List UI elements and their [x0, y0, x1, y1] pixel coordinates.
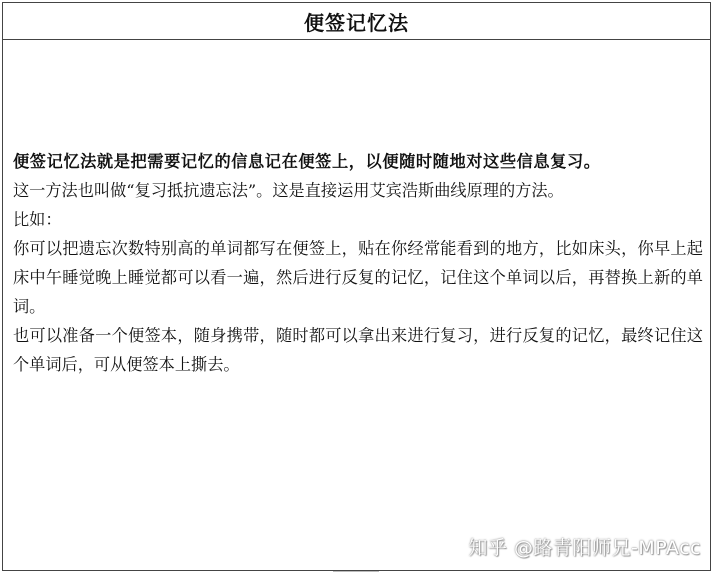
alias-paragraph: 这一方法也叫做“复习抵抗遗忘法”。这是直接运用艾宾浩斯曲线原理的方法。	[13, 181, 564, 200]
example-paragraph-1: 你可以把遗忘次数特别高的单词都写在便签上，贴在你经常能看到的地方，比如床头，你早上起床中午睡觉晚上睡觉都可以看一遍，然后进行反复的记忆，记住这个单词以后，再替换上新的单词。	[13, 239, 703, 316]
body-cell	[13, 147, 703, 379]
example-paragraph-2: 也可以准备一个便签本，随身携带，随时都可以拿出来进行复习，进行反复的记忆，最终记住这个单词后，可从便签本上撕去。	[13, 326, 703, 374]
page-divider	[333, 571, 379, 576]
title-cell	[3, 3, 710, 40]
document-table	[2, 2, 711, 571]
definition-paragraph: 便签记忆法就是把需要记忆的信息记在便签上，以便随时随地对这些信息复习。	[13, 152, 601, 171]
zhihu-watermark: 知乎 @路青阳师兄-MPAcc	[468, 537, 701, 559]
document-title: 便签记忆法	[304, 10, 409, 35]
example-intro: 比如：	[13, 210, 62, 229]
